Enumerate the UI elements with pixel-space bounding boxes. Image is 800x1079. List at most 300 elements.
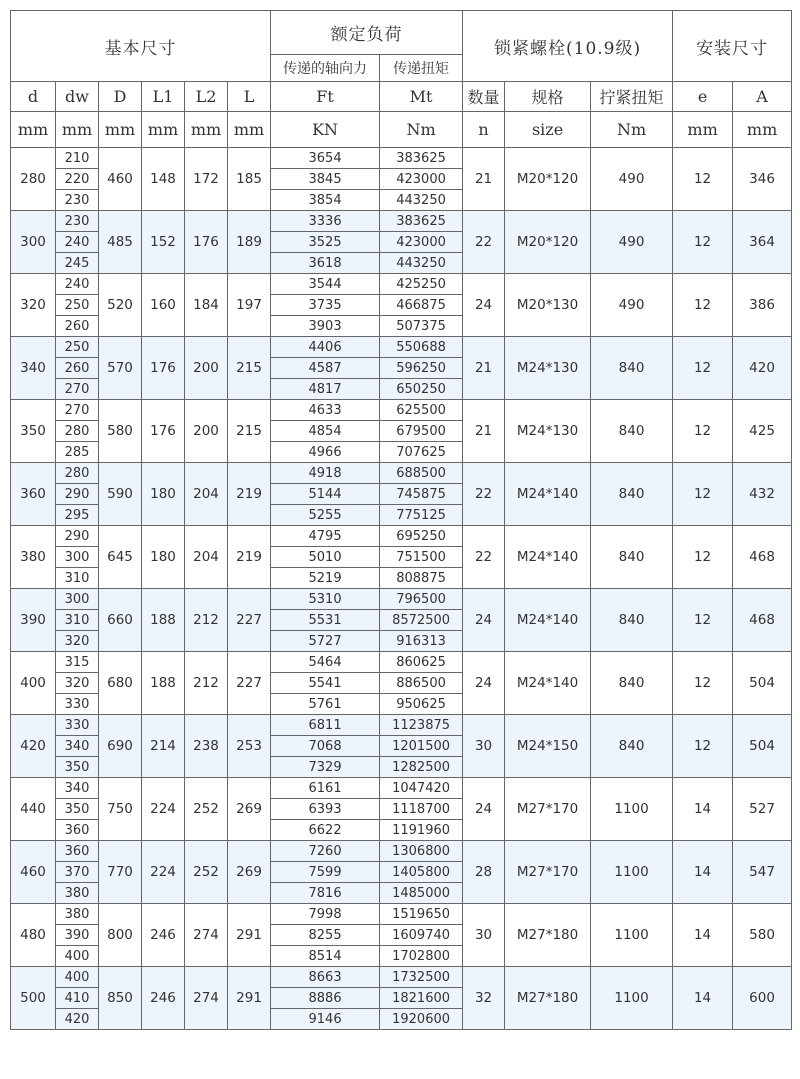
bolt-count: 30: [463, 904, 505, 967]
D-value: 570: [99, 337, 142, 400]
bolt-size: M27*180: [505, 967, 591, 1030]
ft-value: 7068: [271, 736, 380, 757]
table-row: [11, 778, 792, 799]
L2-value: 238: [185, 715, 228, 778]
unit-header: n: [463, 112, 505, 148]
mt-value: 745875: [380, 484, 463, 505]
bolt-size: M24*150: [505, 715, 591, 778]
bolts-heading: 锁紧螺栓(10.9级): [463, 11, 673, 82]
mt-value: 688500: [380, 463, 463, 484]
tightening-torque: 840: [591, 463, 673, 526]
L-value: 219: [228, 526, 271, 589]
size-group: [11, 715, 792, 778]
unit-header: Nm: [380, 112, 463, 148]
A-value: 600: [733, 967, 792, 1030]
table-row: [11, 274, 792, 295]
mt-value: 796500: [380, 589, 463, 610]
axial-force-heading: 传递的轴向力: [271, 55, 380, 82]
table-row: [11, 967, 792, 988]
tightening-torque: 840: [591, 589, 673, 652]
mt-value: 1519650: [380, 904, 463, 925]
dw-value: 410: [56, 988, 99, 1009]
bolt-size: M27*180: [505, 904, 591, 967]
torque-heading: 传递扭矩: [380, 55, 463, 82]
size-group: [11, 148, 792, 211]
mt-value: 1306800: [380, 841, 463, 862]
mt-value: 596250: [380, 358, 463, 379]
e-value: 14: [673, 967, 733, 1030]
L-value: 219: [228, 463, 271, 526]
unit-header: size: [505, 112, 591, 148]
column-header: Ft: [271, 82, 380, 112]
d-value: 350: [11, 400, 56, 463]
ft-value: 3336: [271, 211, 380, 232]
mt-value: 8572500: [380, 610, 463, 631]
L1-value: 188: [142, 589, 185, 652]
e-value: 14: [673, 841, 733, 904]
dw-value: 250: [56, 337, 99, 358]
ft-value: 4918: [271, 463, 380, 484]
L-value: 197: [228, 274, 271, 337]
unit-header: mm: [99, 112, 142, 148]
dw-value: 350: [56, 799, 99, 820]
dw-value: 370: [56, 862, 99, 883]
ft-value: 4854: [271, 421, 380, 442]
D-value: 770: [99, 841, 142, 904]
size-group: [11, 463, 792, 526]
d-value: 360: [11, 463, 56, 526]
dw-value: 220: [56, 169, 99, 190]
dw-value: 230: [56, 190, 99, 211]
mt-value: 751500: [380, 547, 463, 568]
A-value: 468: [733, 526, 792, 589]
mt-value: 1702800: [380, 946, 463, 967]
table-row: [11, 400, 792, 421]
tightening-torque: 490: [591, 211, 673, 274]
column-header: L2: [185, 82, 228, 112]
mt-value: 860625: [380, 652, 463, 673]
bolt-count: 24: [463, 652, 505, 715]
dw-value: 250: [56, 295, 99, 316]
spec-table: [10, 10, 792, 1030]
column-header: L: [228, 82, 271, 112]
mt-value: 423000: [380, 232, 463, 253]
bolt-count: 22: [463, 463, 505, 526]
dw-value: 315: [56, 652, 99, 673]
D-value: 580: [99, 400, 142, 463]
dw-value: 380: [56, 883, 99, 904]
mt-value: 1282500: [380, 757, 463, 778]
ft-value: 5541: [271, 673, 380, 694]
dw-value: 330: [56, 694, 99, 715]
ft-value: 7260: [271, 841, 380, 862]
d-value: 390: [11, 589, 56, 652]
L1-value: 188: [142, 652, 185, 715]
ft-value: 3654: [271, 148, 380, 169]
d-value: 480: [11, 904, 56, 967]
size-group: [11, 904, 792, 967]
table-row: [11, 652, 792, 673]
mt-value: 423000: [380, 169, 463, 190]
dw-value: 310: [56, 610, 99, 631]
L-value: 291: [228, 967, 271, 1030]
size-group: [11, 967, 792, 1030]
bolt-count: 24: [463, 274, 505, 337]
L-value: 185: [228, 148, 271, 211]
table-row: [11, 904, 792, 925]
ft-value: 7329: [271, 757, 380, 778]
unit-header: mm: [673, 112, 733, 148]
L1-value: 148: [142, 148, 185, 211]
ft-value: 4817: [271, 379, 380, 400]
L2-value: 274: [185, 967, 228, 1030]
tightening-torque: 840: [591, 337, 673, 400]
L2-value: 200: [185, 337, 228, 400]
bolt-count: 21: [463, 337, 505, 400]
ft-value: 5010: [271, 547, 380, 568]
dw-value: 340: [56, 778, 99, 799]
dw-value: 360: [56, 841, 99, 862]
ft-value: 5219: [271, 568, 380, 589]
table-row: [11, 526, 792, 547]
mt-value: 886500: [380, 673, 463, 694]
mt-value: 808875: [380, 568, 463, 589]
unit-header: mm: [11, 112, 56, 148]
mt-value: 425250: [380, 274, 463, 295]
bolt-count: 22: [463, 211, 505, 274]
d-value: 300: [11, 211, 56, 274]
table-row: [11, 337, 792, 358]
mt-value: 550688: [380, 337, 463, 358]
mt-value: 466875: [380, 295, 463, 316]
L1-value: 160: [142, 274, 185, 337]
ft-value: 7998: [271, 904, 380, 925]
mt-value: 443250: [380, 253, 463, 274]
e-value: 14: [673, 904, 733, 967]
bolt-size: M24*140: [505, 652, 591, 715]
A-value: 364: [733, 211, 792, 274]
ft-value: 3903: [271, 316, 380, 337]
ft-value: 7816: [271, 883, 380, 904]
dw-value: 290: [56, 526, 99, 547]
D-value: 680: [99, 652, 142, 715]
column-header: A: [733, 82, 792, 112]
bolt-size: M27*170: [505, 778, 591, 841]
mt-value: 650250: [380, 379, 463, 400]
bolt-count: 30: [463, 715, 505, 778]
table-row: [11, 841, 792, 862]
ft-value: 8514: [271, 946, 380, 967]
A-value: 420: [733, 337, 792, 400]
tightening-torque: 840: [591, 652, 673, 715]
dw-value: 400: [56, 967, 99, 988]
dw-value: 340: [56, 736, 99, 757]
ft-value: 9146: [271, 1009, 380, 1030]
unit-header: Nm: [591, 112, 673, 148]
mt-value: 1821600: [380, 988, 463, 1009]
bolt-size: M24*140: [505, 463, 591, 526]
e-value: 14: [673, 778, 733, 841]
bolt-size: M27*170: [505, 841, 591, 904]
tightening-torque: 1100: [591, 904, 673, 967]
tightening-torque: 840: [591, 715, 673, 778]
L2-value: 200: [185, 400, 228, 463]
D-value: 590: [99, 463, 142, 526]
d-value: 440: [11, 778, 56, 841]
mt-value: 443250: [380, 190, 463, 211]
bolt-size: M24*140: [505, 526, 591, 589]
dw-value: 300: [56, 547, 99, 568]
dw-value: 295: [56, 505, 99, 526]
unit-header: mm: [56, 112, 99, 148]
tightening-torque: 490: [591, 274, 673, 337]
dw-value: 280: [56, 463, 99, 484]
L2-value: 172: [185, 148, 228, 211]
L2-value: 212: [185, 652, 228, 715]
D-value: 800: [99, 904, 142, 967]
dw-value: 285: [56, 442, 99, 463]
size-group: [11, 274, 792, 337]
e-value: 12: [673, 211, 733, 274]
dw-value: 210: [56, 148, 99, 169]
column-header: dw: [56, 82, 99, 112]
bolt-size: M20*120: [505, 148, 591, 211]
L-value: 253: [228, 715, 271, 778]
mt-value: 1732500: [380, 967, 463, 988]
table-row: [11, 715, 792, 736]
ft-value: 5761: [271, 694, 380, 715]
A-value: 346: [733, 148, 792, 211]
mt-value: 1191960: [380, 820, 463, 841]
d-value: 280: [11, 148, 56, 211]
ft-value: 5255: [271, 505, 380, 526]
D-value: 750: [99, 778, 142, 841]
d-value: 460: [11, 841, 56, 904]
size-group: [11, 589, 792, 652]
ft-value: 3618: [271, 253, 380, 274]
dw-value: 350: [56, 757, 99, 778]
e-value: 12: [673, 400, 733, 463]
e-value: 12: [673, 274, 733, 337]
tightening-torque: 1100: [591, 967, 673, 1030]
bolt-size: M24*130: [505, 400, 591, 463]
table-row: [11, 148, 792, 169]
size-group: [11, 337, 792, 400]
dw-value: 320: [56, 673, 99, 694]
column-header: 数量: [463, 82, 505, 112]
ft-value: 6622: [271, 820, 380, 841]
unit-header: mm: [185, 112, 228, 148]
ft-value: 6811: [271, 715, 380, 736]
ft-value: 3735: [271, 295, 380, 316]
table-row: [11, 211, 792, 232]
tightening-torque: 1100: [591, 841, 673, 904]
ft-value: 5144: [271, 484, 380, 505]
dw-value: 360: [56, 820, 99, 841]
column-header: L1: [142, 82, 185, 112]
ft-value: 5531: [271, 610, 380, 631]
L-value: 189: [228, 211, 271, 274]
A-value: 425: [733, 400, 792, 463]
dw-value: 240: [56, 232, 99, 253]
column-header: 规格: [505, 82, 591, 112]
L-value: 269: [228, 778, 271, 841]
tightening-torque: 490: [591, 148, 673, 211]
size-group: [11, 526, 792, 589]
dw-value: 330: [56, 715, 99, 736]
dw-value: 320: [56, 631, 99, 652]
D-value: 645: [99, 526, 142, 589]
e-value: 12: [673, 337, 733, 400]
ft-value: 8663: [271, 967, 380, 988]
dw-value: 390: [56, 925, 99, 946]
tightening-torque: 1100: [591, 778, 673, 841]
L2-value: 204: [185, 463, 228, 526]
mt-value: 707625: [380, 442, 463, 463]
mt-value: 383625: [380, 211, 463, 232]
ft-value: 6393: [271, 799, 380, 820]
ft-value: 4587: [271, 358, 380, 379]
size-group: [11, 778, 792, 841]
L-value: 227: [228, 652, 271, 715]
L1-value: 180: [142, 526, 185, 589]
L1-value: 246: [142, 904, 185, 967]
mt-value: 1201500: [380, 736, 463, 757]
L2-value: 184: [185, 274, 228, 337]
L2-value: 252: [185, 841, 228, 904]
L1-value: 176: [142, 400, 185, 463]
table-row: [11, 589, 792, 610]
L-value: 215: [228, 337, 271, 400]
L2-value: 252: [185, 778, 228, 841]
L1-value: 176: [142, 337, 185, 400]
mt-value: 950625: [380, 694, 463, 715]
bolt-count: 24: [463, 589, 505, 652]
L1-value: 246: [142, 967, 185, 1030]
bolt-size: M24*140: [505, 589, 591, 652]
ft-value: 3854: [271, 190, 380, 211]
mt-value: 775125: [380, 505, 463, 526]
e-value: 12: [673, 589, 733, 652]
A-value: 468: [733, 589, 792, 652]
unit-header: KN: [271, 112, 380, 148]
dw-value: 300: [56, 589, 99, 610]
size-group: [11, 652, 792, 715]
D-value: 660: [99, 589, 142, 652]
rated-load-heading: 额定负荷: [271, 11, 463, 55]
dw-value: 380: [56, 904, 99, 925]
bolt-size: M24*130: [505, 337, 591, 400]
ft-value: 8886: [271, 988, 380, 1009]
dw-value: 240: [56, 274, 99, 295]
L1-value: 180: [142, 463, 185, 526]
dw-value: 310: [56, 568, 99, 589]
mt-value: 383625: [380, 148, 463, 169]
basic-size-heading: 基本尺寸: [11, 11, 271, 82]
column-header: D: [99, 82, 142, 112]
table-row: [11, 463, 792, 484]
mt-value: 1609740: [380, 925, 463, 946]
mt-value: 1123875: [380, 715, 463, 736]
dw-value: 290: [56, 484, 99, 505]
ft-value: 5464: [271, 652, 380, 673]
L2-value: 204: [185, 526, 228, 589]
tightening-torque: 840: [591, 526, 673, 589]
A-value: 432: [733, 463, 792, 526]
column-header: e: [673, 82, 733, 112]
D-value: 850: [99, 967, 142, 1030]
A-value: 386: [733, 274, 792, 337]
L2-value: 274: [185, 904, 228, 967]
dw-value: 420: [56, 1009, 99, 1030]
d-value: 340: [11, 337, 56, 400]
dw-value: 400: [56, 946, 99, 967]
ft-value: 4966: [271, 442, 380, 463]
mt-value: 695250: [380, 526, 463, 547]
install-size-heading: 安装尺寸: [673, 11, 792, 82]
ft-value: 4795: [271, 526, 380, 547]
tightening-torque: 840: [591, 400, 673, 463]
A-value: 547: [733, 841, 792, 904]
D-value: 485: [99, 211, 142, 274]
unit-header: mm: [142, 112, 185, 148]
ft-value: 8255: [271, 925, 380, 946]
ft-value: 4633: [271, 400, 380, 421]
bolt-count: 22: [463, 526, 505, 589]
A-value: 580: [733, 904, 792, 967]
mt-value: 507375: [380, 316, 463, 337]
d-value: 400: [11, 652, 56, 715]
unit-header: mm: [733, 112, 792, 148]
ft-value: 7599: [271, 862, 380, 883]
d-value: 500: [11, 967, 56, 1030]
ft-value: 4406: [271, 337, 380, 358]
dw-value: 230: [56, 211, 99, 232]
mt-value: 1405800: [380, 862, 463, 883]
ft-value: 3525: [271, 232, 380, 253]
D-value: 460: [99, 148, 142, 211]
L1-value: 214: [142, 715, 185, 778]
dw-value: 280: [56, 421, 99, 442]
mt-value: 625500: [380, 400, 463, 421]
e-value: 12: [673, 463, 733, 526]
bolt-count: 24: [463, 778, 505, 841]
d-value: 420: [11, 715, 56, 778]
A-value: 504: [733, 715, 792, 778]
L1-value: 224: [142, 841, 185, 904]
ft-value: 6161: [271, 778, 380, 799]
mt-value: 916313: [380, 631, 463, 652]
table-header: [11, 11, 792, 148]
dw-value: 260: [56, 358, 99, 379]
size-group: [11, 211, 792, 274]
bolt-count: 32: [463, 967, 505, 1030]
L-value: 269: [228, 841, 271, 904]
L2-value: 212: [185, 589, 228, 652]
dw-value: 270: [56, 400, 99, 421]
e-value: 12: [673, 715, 733, 778]
L-value: 291: [228, 904, 271, 967]
mt-value: 1485000: [380, 883, 463, 904]
e-value: 12: [673, 652, 733, 715]
size-group: [11, 841, 792, 904]
L1-value: 224: [142, 778, 185, 841]
e-value: 12: [673, 526, 733, 589]
L1-value: 152: [142, 211, 185, 274]
dw-value: 270: [56, 379, 99, 400]
mt-value: 1047420: [380, 778, 463, 799]
ft-value: 5310: [271, 589, 380, 610]
